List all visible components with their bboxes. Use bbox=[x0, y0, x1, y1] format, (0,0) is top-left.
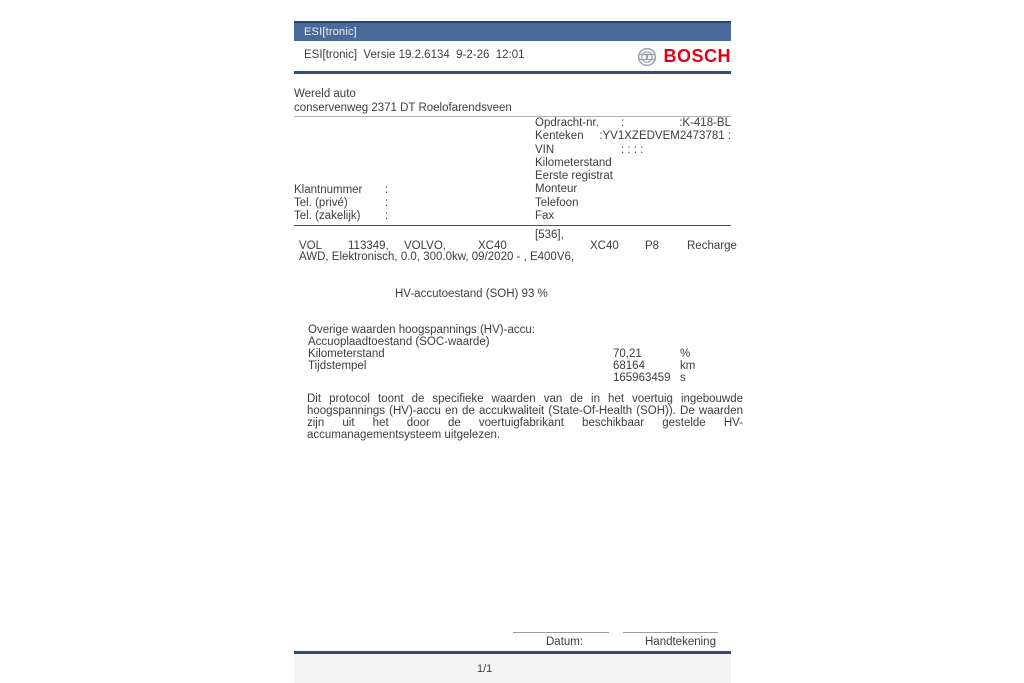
field-colon: : : : : bbox=[621, 143, 644, 156]
field-row-klantnummer bbox=[294, 184, 444, 197]
value-label: Accuoplaadtoestand (SOC-waarde) bbox=[308, 336, 490, 348]
footer-bar bbox=[294, 654, 731, 683]
customer-name: Wereld auto bbox=[294, 88, 356, 100]
field-colon: : bbox=[385, 197, 389, 210]
field-label: Eerste registrat bbox=[535, 170, 613, 183]
vehicle-spec-line: AWD, Elektronisch, 0.0, 300.0kw, 09/2020 - , E400V6, bbox=[299, 251, 575, 263]
field-label: Kilometerstand bbox=[535, 156, 612, 169]
order-fields bbox=[535, 117, 731, 223]
esitronic-title-bar bbox=[294, 21, 731, 41]
value-label bbox=[308, 372, 613, 384]
field-label: Telefoon bbox=[535, 196, 579, 209]
field-label: Fax bbox=[535, 210, 555, 223]
field-label: Tel. (privé) bbox=[294, 197, 348, 210]
field-row-opdracht bbox=[535, 117, 731, 130]
values-row bbox=[308, 372, 708, 384]
value-label: Tijdstempel bbox=[308, 360, 367, 372]
field-row-tel-prive bbox=[294, 197, 444, 210]
value-label: Kilometerstand bbox=[308, 348, 385, 360]
field-label: Tel. (zakelijk) bbox=[294, 210, 361, 223]
vehicle-token: VOL bbox=[299, 240, 323, 252]
vehicle-token: 113349, bbox=[348, 240, 389, 252]
value-number bbox=[613, 336, 680, 348]
value-unit: s bbox=[680, 372, 686, 384]
values-heading: Overige waarden hoogspannings (HV)-accu: bbox=[308, 324, 535, 336]
field-label: Monteur bbox=[535, 183, 578, 196]
vehicle-token: VOLVO, bbox=[404, 240, 446, 252]
protocol-description: Dit protocol toont de specifieke waarden van de in het voertuig ingebouwde hoogspannings (HV)-accu en de accukwaliteit (State-Of-Health (SOH)). De waarden zijn uit het door de voertuigfabrikant beschikbaar gestelde HV-accumanagementsysteem uitgelezen. bbox=[307, 393, 743, 441]
field-row-vin bbox=[535, 144, 731, 157]
page-number: 1/1 bbox=[477, 663, 493, 675]
customer-contact-fields bbox=[294, 184, 444, 224]
vehicle-token: XC40 bbox=[478, 240, 507, 252]
values-table bbox=[308, 336, 708, 384]
signature-label: Handtekening bbox=[645, 636, 716, 648]
bosch-logo bbox=[637, 46, 731, 67]
field-row-fax bbox=[535, 210, 731, 223]
field-label: VIN bbox=[535, 143, 555, 156]
version-line: ESI[tronic] Versie 19.2.6134 9-2-26 12:01 bbox=[304, 49, 525, 61]
value-unit: km bbox=[680, 360, 696, 372]
values-row bbox=[308, 348, 708, 360]
field-row-kilometerstand bbox=[535, 157, 731, 170]
date-label: Datum: bbox=[546, 636, 584, 648]
field-value: :K-418-BL bbox=[679, 117, 731, 129]
field-label: Opdracht-nr. bbox=[535, 117, 599, 129]
date-signature-line bbox=[513, 632, 609, 633]
field-colon: : bbox=[385, 210, 389, 223]
soh-headline: HV-accutoestand (SOH) 93 % bbox=[395, 288, 548, 300]
field-value: :YV1XZEDVEM2473781 : bbox=[599, 130, 731, 143]
vehicle-type-code: [536], bbox=[535, 229, 564, 241]
value-number: 165963459 bbox=[613, 372, 671, 384]
bosch-wordmark: BOSCH bbox=[663, 46, 731, 66]
field-row-telefoon bbox=[535, 197, 731, 210]
title-bar-text: ESI[tronic] bbox=[304, 26, 357, 38]
vehicle-token: Recharge bbox=[687, 240, 737, 252]
values-row bbox=[308, 360, 708, 372]
vehicle-token: P8 bbox=[645, 240, 660, 252]
value-number: 70,21 bbox=[613, 348, 642, 360]
handtekening-signature-line bbox=[623, 632, 718, 633]
field-colon: : bbox=[621, 117, 625, 129]
field-row-kenteken bbox=[535, 130, 731, 143]
vehicle-token: XC40 bbox=[590, 240, 619, 252]
customer-address: conservenweg 2371 DT Roelofarendsveen bbox=[294, 102, 512, 114]
field-row-tel-zakelijk bbox=[294, 210, 444, 223]
section-divider-rule bbox=[294, 225, 731, 226]
value-unit: % bbox=[680, 348, 691, 360]
field-label: Klantnummer bbox=[294, 184, 363, 196]
field-label: Kenteken bbox=[535, 130, 584, 143]
header-divider-rule bbox=[294, 71, 731, 74]
value-number: 68164 bbox=[613, 360, 645, 372]
field-row-eerste-registrat bbox=[535, 170, 731, 183]
bosch-anchor-icon bbox=[637, 47, 657, 67]
values-row bbox=[308, 336, 708, 348]
field-row-monteur bbox=[535, 183, 731, 196]
field-colon: : bbox=[385, 184, 389, 196]
